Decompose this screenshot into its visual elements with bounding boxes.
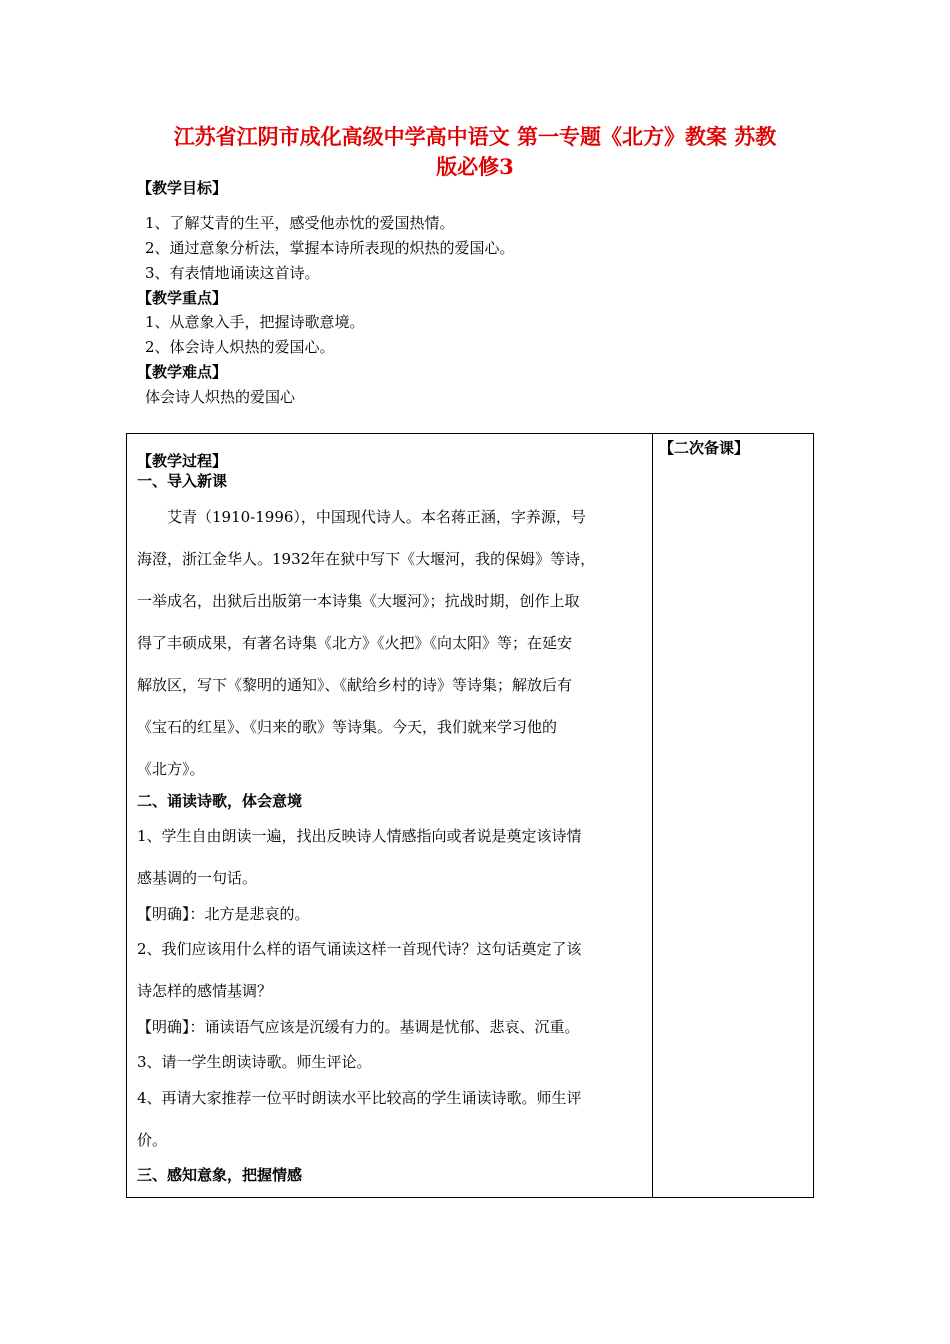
intro-paragraph-line: 《宝石的红星》、《归来的歌》等诗集。今天，我们就来学习他的 <box>137 718 558 736</box>
recite-line: 3、请一学生朗读诗歌。师生评论。 <box>137 1053 372 1071</box>
lesson-table <box>126 433 814 1198</box>
recite-line: 感基调的一句话。 <box>137 869 258 887</box>
document-title-line1: 江苏省江阴市成化高级中学高中语文 第一专题《北方》教案 苏教 <box>173 124 777 149</box>
section-heading-intro: 一、导入新课 <box>137 472 228 490</box>
objective-item: 2、通过意象分析法，掌握本诗所表现的炽热的爱国心。 <box>145 239 515 257</box>
intro-paragraph-line: 解放区，写下《黎明的通知》、《献给乡村的诗》等诗集；解放后有 <box>137 676 573 694</box>
recite-line: 【明确】：北方是悲哀的。 <box>137 905 310 923</box>
recite-line: 2、我们应该用什么样的语气诵读这样一首现代诗？这句话奠定了该 <box>137 940 582 958</box>
document-title-line2: 版必修3 <box>436 154 514 179</box>
recite-line: 1、学生自由朗读一遍，找出反映诗人情感指向或者说是奠定该诗情 <box>137 827 582 845</box>
column-divider <box>652 434 653 1197</box>
difficulty-heading: 【教学难点】 <box>137 363 228 381</box>
intro-paragraph-line: 得了丰硕成果，有著名诗集《北方》《火把》《向太阳》等；在延安 <box>137 634 573 652</box>
section-heading-imagery: 三、感知意象，把握情感 <box>137 1166 303 1184</box>
difficulty-text: 体会诗人炽热的爱国心 <box>145 388 296 406</box>
objective-item: 1、了解艾青的生平，感受他赤忱的爱国热情。 <box>145 214 455 232</box>
intro-paragraph-line: 艾青（1910-1996），中国现代诗人。本名蒋正涵，字养源，号 <box>167 508 586 526</box>
recite-line: 4、再请大家推荐一位平时朗读水平比较高的学生诵读诗歌。师生评 <box>137 1089 582 1107</box>
recite-line: 【明确】：诵读语气应该是沉缓有力的。基调是忧郁、悲哀、沉重。 <box>137 1018 580 1036</box>
objective-item: 3、有表情地诵读这首诗。 <box>145 264 320 282</box>
intro-paragraph-line: 《北方》。 <box>137 760 205 778</box>
section-heading-recite: 二、诵读诗歌，体会意境 <box>137 792 303 810</box>
key-point-item: 2、体会诗人炽热的爱国心。 <box>145 338 335 356</box>
intro-paragraph-line: 海澄，浙江金华人。1932年在狱中写下《大堰河，我的保姆》等诗， <box>137 550 596 568</box>
key-points-heading: 【教学重点】 <box>137 289 228 307</box>
key-point-item: 1、从意象入手，把握诗歌意境。 <box>145 313 365 331</box>
objectives-heading: 【教学目标】 <box>137 179 228 197</box>
recite-line: 价。 <box>137 1131 168 1149</box>
secondary-prep-label: 【二次备课】 <box>659 439 750 457</box>
intro-paragraph-line: 一举成名，出狱后出版第一本诗集《大堰河》；抗战时期，创作上取 <box>137 592 580 610</box>
recite-line: 诗怎样的感情基调？ <box>137 982 273 1000</box>
process-heading: 【教学过程】 <box>137 452 228 470</box>
